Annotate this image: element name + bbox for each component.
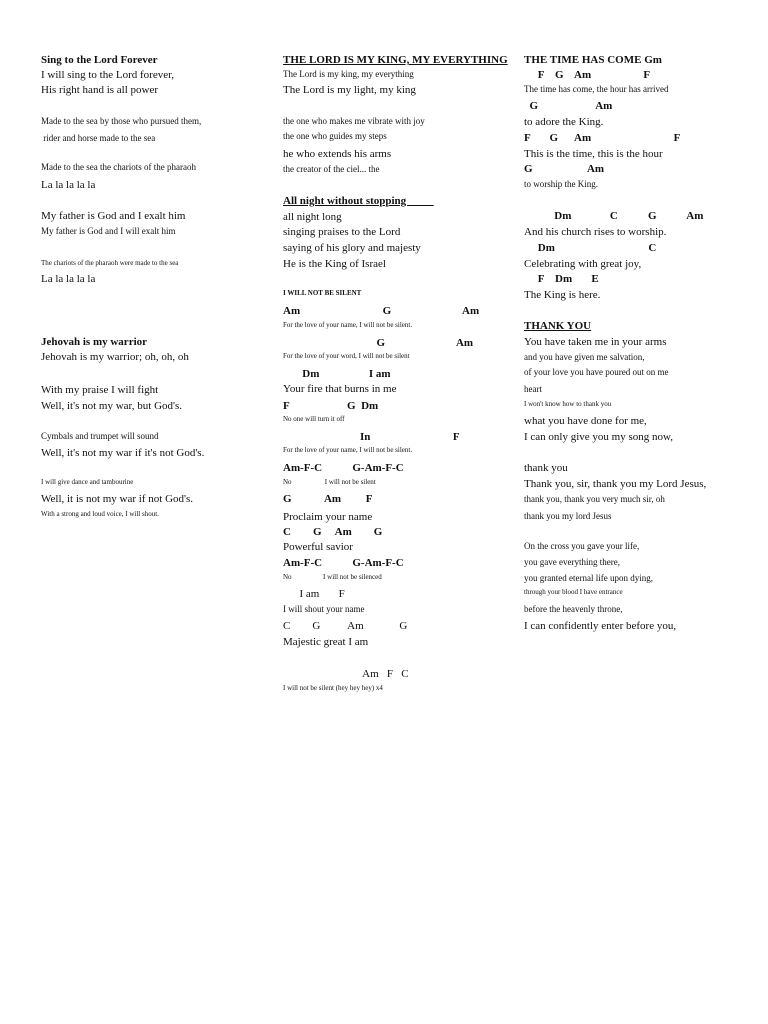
lyric-line: Well, it's not my war, but God's. (41, 400, 183, 412)
lyric-line: Cymbals and trumpet will sound (41, 431, 159, 441)
chord-line: Am F C (283, 668, 409, 680)
chord-line: G Am F (283, 493, 373, 505)
lyric-line: the one who makes me vibrate with joy (283, 116, 425, 126)
lyric-line: rider and horse made to the sea (41, 133, 156, 143)
lyric-line: you gave everything there, (524, 557, 620, 567)
chord-line: In F (283, 431, 460, 443)
lyric-line: to adore the King. (524, 116, 604, 128)
chord-line: Dm I am (283, 368, 391, 380)
lyric-line: For the love of your name, I will not be silent. (283, 321, 413, 329)
lyric-line: Thank you, sir, thank you my Lord Jesus, (524, 478, 707, 490)
lyric-line: through your blood I have entrance (524, 588, 623, 596)
lyric-line: The time has come, the hour has arrived (524, 84, 669, 94)
lyric-line: I will not be silent (hey hey hey) x4 (283, 684, 383, 692)
lyric-line: before the heavenly throne, (524, 604, 623, 614)
lyric-line: thank you, thank you very much sir, oh (524, 494, 665, 504)
chord-line: Dm C G Am (524, 210, 704, 222)
lyric-line: His right hand is all power (41, 84, 159, 96)
lyric-line: you granted eternal life upon dying, (524, 573, 653, 583)
lyric-line: Majestic great I am (283, 636, 369, 648)
chord-line: F G Am F (524, 69, 651, 81)
lyric-line: I will sing to the Lord forever, (41, 69, 175, 81)
lyric-line: he who extends his arms (283, 148, 392, 160)
chord-line: Am-F-C G-Am-F-C (283, 557, 404, 569)
chord-line: C G Am G (283, 620, 408, 632)
lyric-line: the creator of the ciel... the (283, 164, 380, 174)
lyric-line: La la la la la (41, 273, 96, 285)
lyric-line: I can only give you my song now, (524, 431, 673, 443)
lyric-line: Your fire that burns in me (283, 383, 397, 395)
lyric-line: Powerful savior (283, 541, 353, 553)
chord-line: G Am (283, 337, 474, 349)
lyric-line: of your love you have poured out on me (524, 367, 669, 377)
lyric-line: No one will turn it off (283, 415, 345, 423)
lyric-line: The King is here. (524, 289, 601, 301)
chord-line: I am F (283, 588, 345, 600)
song-title-jehovah-is-my-warrior: Jehovah is my warrior (41, 336, 148, 348)
lyric-line: the one who guides my steps (283, 131, 387, 141)
lyric-line: thank you my lord Jesus (524, 511, 612, 521)
song-title-all-night-without-stopping: All night without stopping (283, 195, 434, 207)
lyric-line: saying of his glory and majesty (283, 242, 421, 254)
lyric-line: No I will not be silenced (283, 573, 382, 581)
lyric-line: With a strong and loud voice, I will shout. (41, 510, 159, 518)
lyric-line: thank you (524, 462, 568, 474)
lyric-line: to worship the King. (524, 179, 598, 189)
left-column (41, 0, 281, 1024)
chord-line: G Am (524, 100, 613, 112)
lyric-line: This is the time, this is the hour (524, 148, 663, 160)
chord-line: Dm C (524, 242, 657, 254)
lyric-line: Well, it is not my war if not God's. (41, 493, 194, 505)
chord-line: C G Am G (283, 526, 383, 538)
lyric-line: singing praises to the Lord (283, 226, 401, 238)
lyric-line: what you have done for me, (524, 415, 647, 427)
song-title-i-will-not-be-silent: I WILL NOT BE SILENT (283, 289, 362, 297)
chord-line: Am-F-C G-Am-F-C (283, 462, 404, 474)
right-column (524, 0, 764, 1024)
song-title-sing-to-the-lord: Sing to the Lord Forever (41, 54, 158, 66)
chord-line: G Am (524, 163, 605, 175)
lyric-line: Jehovah is my warrior; oh, oh, oh (41, 351, 189, 363)
lyric-line: I won't know how to thank you (524, 400, 612, 408)
lyric-line: My father is God and I exalt him (41, 210, 186, 222)
lyric-line: For the love of your word, I will not be silent (283, 352, 410, 360)
lyric-line: The Lord is my king, my everything (283, 69, 414, 79)
lyric-line: My father is God and I will exalt him (41, 226, 176, 236)
lyric-line: For the love of your name, I will not be silent. (283, 446, 413, 454)
lyric-line: all night long (283, 211, 342, 223)
lyric-line: On the cross you gave your life, (524, 541, 640, 551)
lyric-line: Made to the sea the chariots of the pharaoh (41, 162, 196, 172)
lyric-line: I can confidently enter before you, (524, 620, 677, 632)
lyric-line: I will shout your name (283, 604, 365, 614)
chord-line: Am G Am (283, 305, 480, 317)
song-title-the-lord-is-my-king: THE LORD IS MY KING, MY EVERYTHING (283, 54, 508, 66)
lyric-line: And his church rises to worship. (524, 226, 667, 238)
lyric-line: Made to the sea by those who pursued them, (41, 116, 202, 126)
chord-line: F Dm E (524, 273, 599, 285)
lyric-line: You have taken me in your arms (524, 336, 667, 348)
lyric-line: The chariots of the pharaoh were made to the sea (41, 259, 179, 267)
lyric-line: With my praise I will fight (41, 384, 159, 396)
lyric-line: I will give dance and tambourine (41, 478, 134, 486)
middle-column (283, 0, 523, 1024)
lyric-line: heart (524, 384, 542, 394)
lyric-line: The Lord is my light, my king (283, 84, 416, 96)
lyric-line: Proclaim your name (283, 511, 373, 523)
lyric-line: No I will not be silent (283, 478, 376, 486)
lyric-line: La la la la la (41, 179, 96, 191)
song-title-thank-you: THANK YOU (524, 320, 592, 332)
chord-line: F G Am F (524, 132, 681, 144)
song-title-the-time-has-come: THE TIME HAS COME Gm (524, 54, 662, 66)
chord-line: F G Dm (283, 400, 379, 412)
lyric-line: and you have given me salvation, (524, 352, 645, 362)
lyric-line: Celebrating with great joy, (524, 258, 642, 270)
lyric-line: Well, it's not my war if it's not God's. (41, 447, 205, 459)
lyric-line: He is the King of Israel (283, 258, 386, 270)
